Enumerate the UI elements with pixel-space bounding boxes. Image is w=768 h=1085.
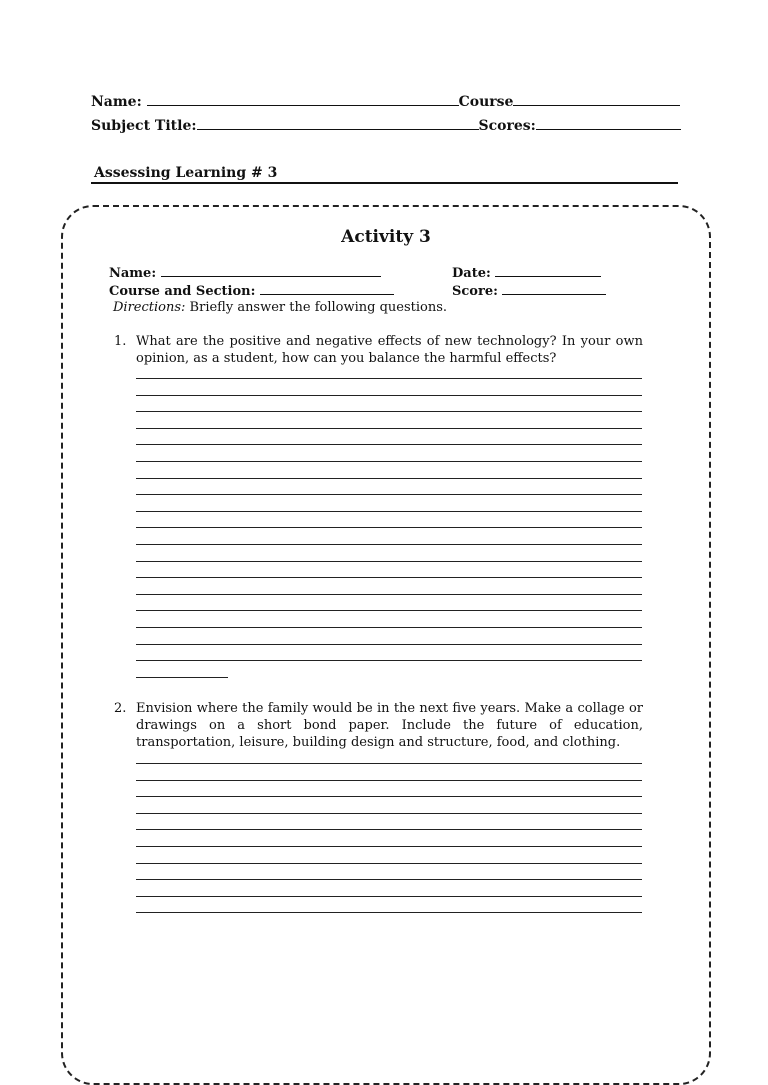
answer-line[interactable] — [136, 829, 642, 830]
activity-date-blank[interactable] — [495, 276, 601, 277]
course-blank[interactable] — [513, 105, 680, 106]
activity-date-field — [452, 266, 601, 282]
subject-title-blank[interactable] — [197, 129, 479, 130]
directions-text: Briefly answer the following questions. — [189, 300, 448, 315]
activity-course-section-blank[interactable] — [260, 294, 394, 295]
answer-line[interactable] — [136, 527, 642, 528]
directions-label: Directions: — [113, 300, 186, 315]
answer-line[interactable] — [136, 644, 642, 645]
activity-course-section-label: Course and Section: — [109, 284, 256, 299]
name-row — [91, 94, 680, 110]
answer-line[interactable] — [136, 561, 642, 562]
activity-course-section-field — [109, 284, 394, 300]
name-label: Name: — [91, 94, 142, 110]
activity-title: Activity 3 — [341, 227, 431, 247]
answer-line[interactable] — [136, 395, 642, 396]
answer-line[interactable] — [136, 577, 642, 578]
answer-line[interactable] — [136, 780, 642, 781]
activity-score-field — [452, 284, 606, 300]
section-heading-rule — [91, 182, 678, 184]
subject-row — [91, 118, 681, 134]
activity-name-field — [109, 266, 381, 282]
question-1-number: 1. — [114, 334, 127, 349]
directions — [113, 300, 447, 316]
answer-line[interactable] — [136, 912, 642, 913]
answer-line[interactable] — [136, 627, 642, 628]
answer-line[interactable] — [136, 411, 642, 412]
answer-line[interactable] — [136, 461, 642, 462]
answer-line[interactable] — [136, 594, 642, 595]
question-2-text: Envision where the family would be in the next five years. Make a collage or drawings on a short bond paper. Include the future of education, transportation, leisure, building design and structure, food, and clothing. — [136, 701, 643, 750]
answer-line[interactable] — [136, 846, 642, 847]
answer-line-tail[interactable] — [136, 677, 228, 678]
answer-line[interactable] — [136, 378, 642, 379]
subject-title-label: Subject Title: — [91, 118, 197, 134]
question-2-number: 2. — [114, 701, 127, 716]
section-heading: Assessing Learning # 3 — [94, 165, 278, 181]
answer-line[interactable] — [136, 544, 642, 545]
answer-line[interactable] — [136, 511, 642, 512]
scores-label: Scores: — [478, 118, 536, 134]
answer-line[interactable] — [136, 494, 642, 495]
activity-date-label: Date: — [452, 266, 491, 281]
answer-line[interactable] — [136, 478, 642, 479]
answer-line[interactable] — [136, 763, 642, 764]
activity-score-blank[interactable] — [502, 294, 606, 295]
answer-line[interactable] — [136, 863, 642, 864]
scores-blank[interactable] — [536, 129, 681, 130]
answer-line[interactable] — [136, 444, 642, 445]
answer-line[interactable] — [136, 796, 642, 797]
activity-name-label: Name: — [109, 266, 157, 281]
question-1-text: What are the positive and negative effects of new technology? In your own opinion, as a student, how can you balance the harmful effects? — [136, 334, 643, 366]
answer-line[interactable] — [136, 879, 642, 880]
answer-line[interactable] — [136, 428, 642, 429]
answer-line[interactable] — [136, 660, 642, 661]
course-label: Course — [458, 94, 514, 110]
activity-score-label: Score: — [452, 284, 498, 299]
answer-line[interactable] — [136, 896, 642, 897]
answer-line[interactable] — [136, 610, 642, 611]
name-blank[interactable] — [147, 105, 459, 106]
answer-line[interactable] — [136, 813, 642, 814]
activity-name-blank[interactable] — [161, 276, 381, 277]
